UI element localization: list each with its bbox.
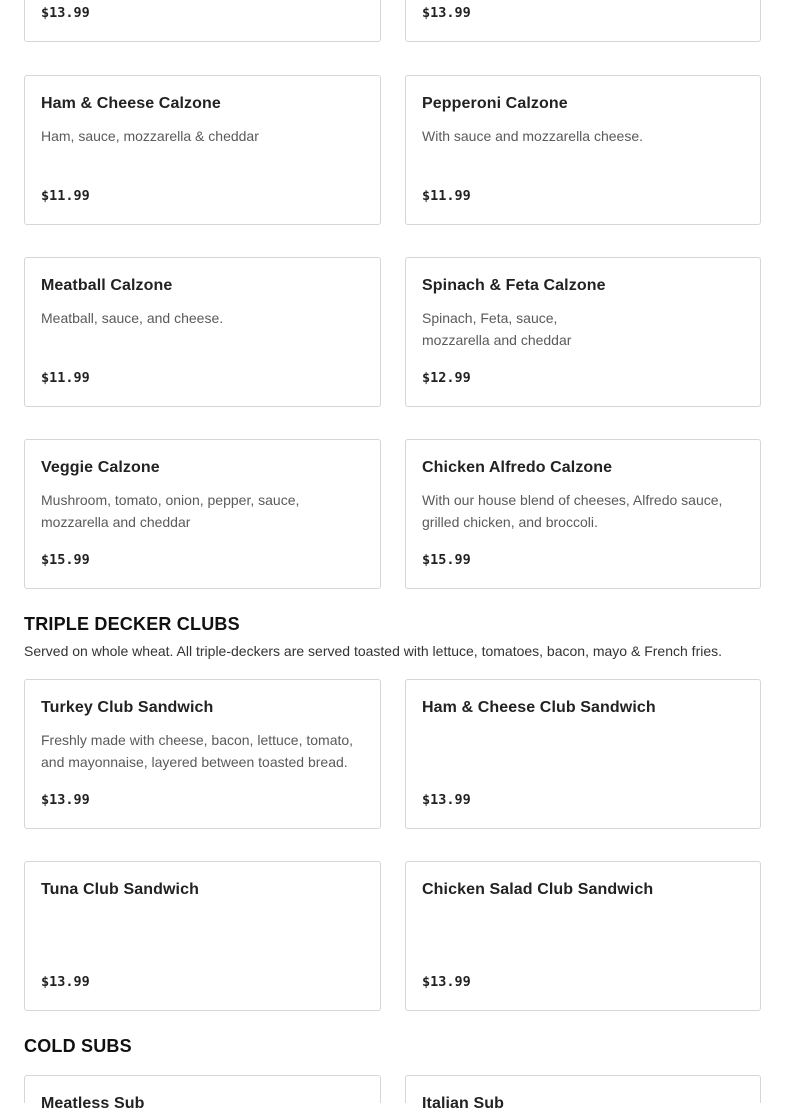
menu-item-card[interactable] <box>405 439 761 589</box>
item-name: Ham & Cheese Calzone <box>41 95 221 112</box>
item-price: $13.99 <box>41 5 90 21</box>
menu-item-card[interactable] <box>405 0 761 42</box>
item-name: Ham & Cheese Club Sandwich <box>422 699 656 716</box>
item-price: $13.99 <box>422 792 471 808</box>
menu-item-card[interactable] <box>405 257 761 407</box>
menu-item-card[interactable] <box>405 1075 761 1112</box>
item-description: Mushroom, tomato, onion, pepper, sauce, mozzarella and cheddar <box>41 492 300 530</box>
section-description: Served on whole wheat. All triple-deckers are served toasted with lettuce, tomatoes, bacon, mayo & French fries. <box>24 643 723 659</box>
item-name: Meatless Sub <box>41 1095 145 1112</box>
item-price: $15.99 <box>41 552 90 568</box>
section-title: COLD SUBS <box>24 1036 132 1056</box>
item-name: Pepperoni Calzone <box>422 95 568 112</box>
item-name: Italian Sub <box>422 1095 504 1112</box>
menu-item-card[interactable] <box>24 257 381 407</box>
item-description: Meatball, sauce, and cheese. <box>41 310 224 326</box>
item-name: Meatball Calzone <box>41 277 173 294</box>
menu-item-card[interactable] <box>24 861 381 1011</box>
item-name: Chicken Salad Club Sandwich <box>422 881 654 898</box>
menu-item-card[interactable] <box>24 679 381 829</box>
menu-item-card[interactable] <box>24 75 381 225</box>
item-description: Spinach, Feta, sauce, mozzarella and cheddar <box>422 310 572 348</box>
menu-item-card[interactable] <box>24 1075 381 1112</box>
menu-item-card[interactable] <box>405 75 761 225</box>
menu-item-card[interactable] <box>405 679 761 829</box>
item-price: $12.99 <box>422 370 471 386</box>
item-price: $13.99 <box>41 974 90 990</box>
menu-item-card[interactable] <box>24 439 381 589</box>
item-price: $13.99 <box>422 5 471 21</box>
menu-item-card[interactable] <box>24 0 381 42</box>
item-price: $11.99 <box>422 188 471 204</box>
item-price: $13.99 <box>422 974 471 990</box>
item-name: Veggie Calzone <box>41 459 160 476</box>
item-description: With our house blend of cheeses, Alfredo sauce, grilled chicken, and broccoli. <box>422 492 723 530</box>
item-description: Freshly made with cheese, bacon, lettuce, tomato, and mayonnaise, layered between toasted bread. <box>41 732 354 770</box>
item-price: $13.99 <box>41 792 90 808</box>
item-name: Spinach & Feta Calzone <box>422 277 606 294</box>
item-description: Ham, sauce, mozzarella & cheddar <box>41 128 259 144</box>
menu-item-card[interactable] <box>405 861 761 1011</box>
item-price: $15.99 <box>422 552 471 568</box>
item-price: $11.99 <box>41 188 90 204</box>
item-price: $11.99 <box>41 370 90 386</box>
item-description: With sauce and mozzarella cheese. <box>422 128 643 144</box>
item-name: Turkey Club Sandwich <box>41 699 214 716</box>
section-title: TRIPLE DECKER CLUBS <box>24 614 240 634</box>
item-name: Chicken Alfredo Calzone <box>422 459 613 476</box>
item-name: Tuna Club Sandwich <box>41 881 199 898</box>
